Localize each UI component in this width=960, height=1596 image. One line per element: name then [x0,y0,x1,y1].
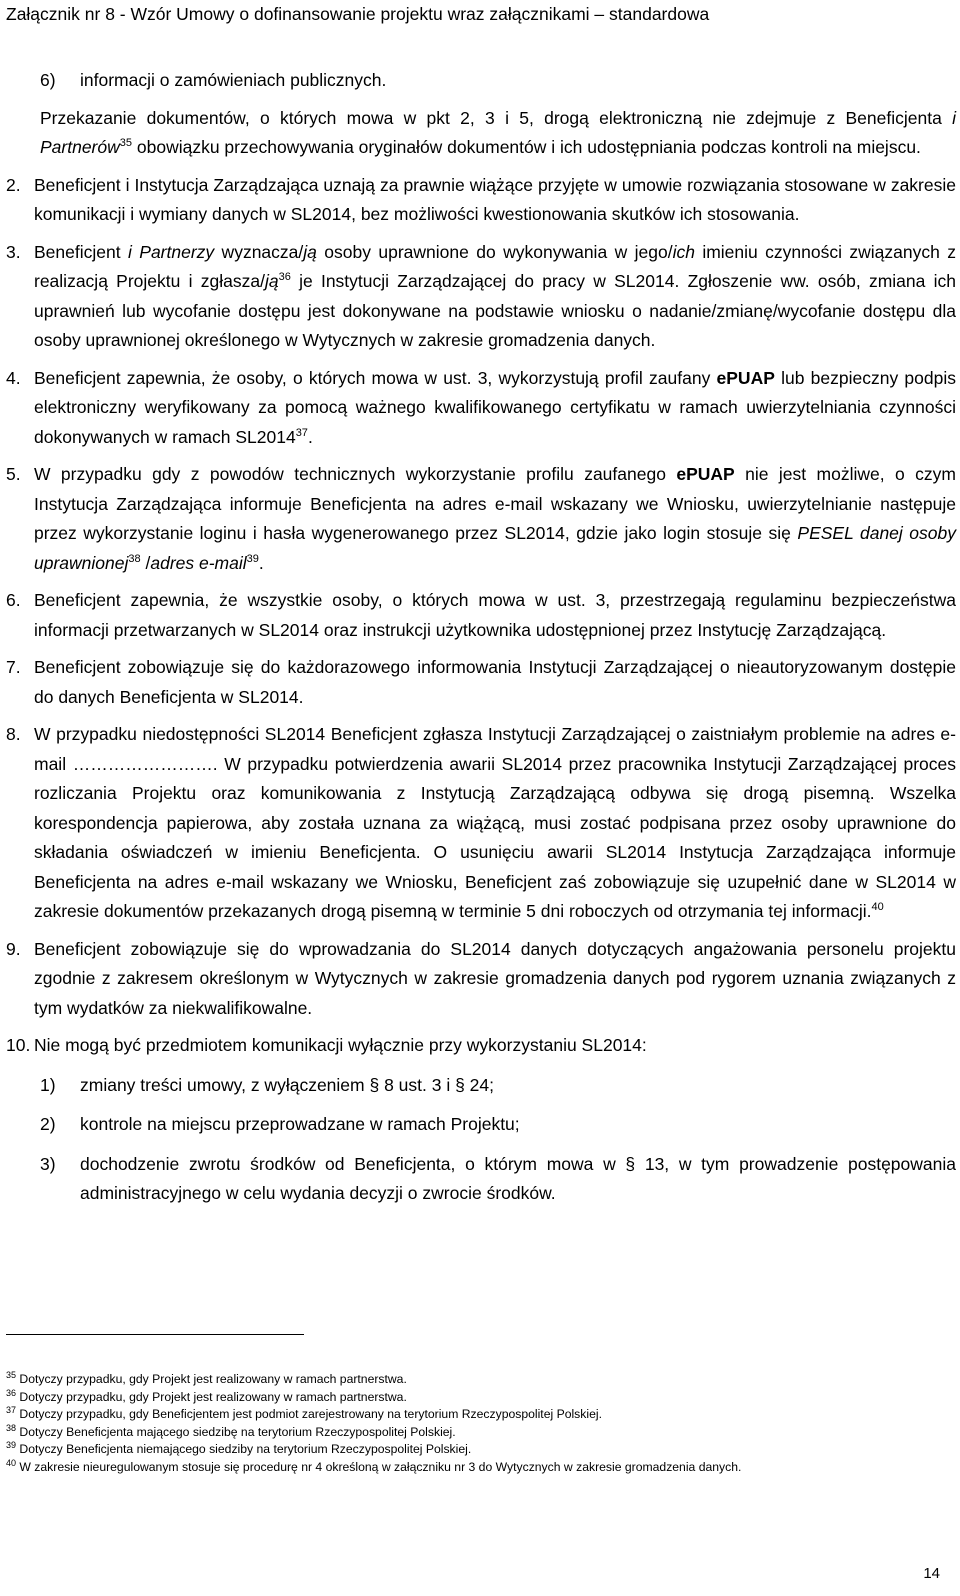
footnote [6,1459,956,1477]
document-header: Załącznik nr 8 - Wzór Umowy o dofinansowanie projektu wraz załącznikami – standardowa [6,4,710,24]
item-number: 5. [6,464,21,484]
sub-item-text: dochodzenie zwrotu środków od Beneficjenta, o którym mowa w § 13, w tym prowadzenie postępowania administracyjnego w celu wydania decyzji o zwrocie środków. [80,1153,956,1203]
footnote-ref[interactable]: 36 [278,271,291,284]
footnote-number: 35 [6,1369,17,1380]
text-run: . [258,552,264,573]
footnote-text: W zakresie nieuregulowanym stosuje się procedurę nr 4 określoną w załączniku nr 3 do Wytycznych w zakresie gromadzenia danych. [16,1459,742,1474]
sub-list-item [6,1110,956,1140]
page-number: 14 [923,1565,940,1582]
footnote-ref[interactable]: 35 [119,137,133,150]
item-number: 9. [6,938,21,959]
footnote-ref[interactable]: 37 [295,426,308,439]
item-number: 7. [6,657,21,677]
sub-item-number: 3) [40,1153,56,1174]
text-run: W przypadku gdy z powodów technicznych wykorzystanie profilu zaufanego [34,464,677,484]
italic-run: i Partnerów [40,107,956,157]
text-run: obowiązku przechowywania oryginałów dokumentów i ich udostępniania podczas kontroli na miejscu. [132,137,921,157]
text-run: imieniu czynności związanych z realizacją Projektu i zgłasza/ [34,241,956,291]
item-text: Beneficjent zobowiązuje się do każdorazowego informowania Instytucji Zarządzającej o nieautoryzowanym dostępie do danych Beneficjenta w SL2014. [34,657,956,707]
sub-item-number: 1) [40,1074,56,1095]
sub-list-item [6,1150,956,1209]
list-item-9 [6,935,956,1024]
footnote-number: 39 [6,1440,17,1451]
italic-run: ją [303,241,317,262]
item-number: 6) [40,70,56,90]
list-item-6 [6,586,956,645]
item-text: W przypadku niedostępności SL2014 Beneficjent zgłasza Instytucji Zarządzającej o zaistniałym problemie na adres e-mail ……………………. W przypadku potwierdzenia awarii SL2014 przez pracownika Instytucji Zarządzającej proces rozliczania Projektu oraz komunikowania z Instytucją Zarządzającą odbywa się drogą pisemną. Wszelka korespondencja papierowa, aby została uznana za wiążącą, musi zostać podpisana przez osoby uprawnione do składania oświadczeń w imieniu Beneficjenta. O usunięciu awarii SL2014 Instytucja Zarządzająca informuje Beneficjenta na adres e-mail wskazany we Wniosku, Beneficjent zaś zobowiązuje się uzupełnić dane w SL2014 w zakresie dokumentów przekazanych drogą pisemną w terminie 5 dni roboczych od otrzymania tej informacji. [34,724,956,921]
item-text: Beneficjent zapewnia, że wszystkie osoby, o których mowa w ust. 3, przestrzegają regulaminu bezpieczeństwa informacji przetwarzanych w SL2014 oraz instrukcji użytkownika udostępnionej przez Instytucję Zarządzającą. [34,590,956,640]
footnotes [6,1371,956,1477]
text-run: Beneficjent zapewnia, że osoby, o których mowa w ust. 3, wykorzystują profil zaufany [34,367,717,388]
list-item-3 [6,238,956,356]
text-run: / [140,552,151,573]
footnote-number: 40 [6,1457,17,1468]
footnote-number: 36 [6,1387,17,1398]
footnote-number: 38 [6,1422,17,1433]
list-item [6,66,956,96]
bold-run: ePUAP [676,464,735,484]
footnote-ref[interactable]: 38 [128,552,141,565]
footnote-text: Dotyczy Beneficjenta niemającego siedziby na terytorium Rzeczypospolitej Polskiej. [16,1442,472,1457]
italic-run: PESEL danej osoby uprawnionej [34,523,956,573]
sub-list-item [6,1071,956,1101]
list-item-4 [6,364,956,453]
text-run: je Instytucji Zarządzającej do pracy w SL2014. Zgłoszenie ww. osób, zmiana ich uprawnień lub wycofanie dostępu jest dokonywane na podstawie wniosku o nadanie/zmianę/wycofanie dostępu dla osoby uprawnionej określonego w Wytycznych w zakresie gromadzenia danych. [34,271,956,350]
footnote-text: Dotyczy przypadku, gdy Projekt jest realizowany w ramach partnerstwa. [16,1389,407,1404]
sub-item-text: zmiany treści umowy, z wyłączeniem § 8 ust. 3 i § 24; [80,1074,494,1095]
footnote [6,1406,956,1424]
item-number: 8. [6,724,21,744]
footnote-ref[interactable]: 39 [246,552,259,565]
footnote [6,1424,956,1442]
footnote-ref[interactable]: 40 [871,901,884,914]
item-number: 3. [6,241,21,262]
italic-run: ją [264,271,279,291]
list-item-2 [6,171,956,230]
footnote-text: Dotyczy przypadku, gdy Projekt jest realizowany w ramach partnerstwa. [16,1372,407,1386]
list-item-5 [6,460,956,578]
text-run: lub bezpieczny podpis elektroniczny weryfikowany za pomocą ważnego kwalifikowanego certyfikatu w ramach uwierzytelniania czynności dokonywanych w ramach SL2014 [34,367,956,447]
footnote-separator [6,1334,304,1335]
text-run: osoby uprawnione do wykonywania w jego/ [316,241,673,262]
sub-item-text: kontrole na miejscu przeprowadzane w ramach Projektu; [80,1114,520,1134]
item-text: informacji o zamówieniach publicznych. [80,70,387,90]
item-number: 10. [6,1035,31,1055]
footnote [6,1389,956,1407]
footnote [6,1441,956,1459]
sub-item-number: 2) [40,1114,56,1134]
paragraph [6,104,956,163]
text-run: nie jest możliwe, o czym Instytucja Zarządzająca informuje Beneficjenta na adres e-mail wskazany we Wniosku, uwierzytelnianie następuje przez wykorzystanie loginu i hasła wygenerowanego przez SL2014, gdzie jako login stosuje się [34,464,957,543]
footnote-text: Dotyczy przypadku, gdy Beneficjentem jest podmiot zarejestrowany na terytorium Rzeczypospolitej Polskiej. [16,1407,602,1422]
document-body [6,66,956,1209]
text-run: wyznacza/ [214,241,304,262]
list-item-10 [6,1031,956,1061]
list-item-7 [6,653,956,712]
italic-run: ich [672,241,695,262]
footnote [6,1371,956,1389]
text-run: Przekazanie dokumentów, o których mowa w pkt 2, 3 i 5, drogą elektroniczną nie zdejmuje z Beneficjenta [40,107,953,128]
bold-run: ePUAP [716,367,775,388]
italic-run: i Partnerzy [127,241,215,262]
item-text: Nie mogą być przedmiotem komunikacji wyłącznie przy wykorzystaniu SL2014: [34,1035,647,1055]
text-run: Beneficjent [34,241,128,262]
item-text: Beneficjent zobowiązuje się do wprowadzania do SL2014 danych dotyczących angażowania personelu projektu zgodnie z zakresem określonym w Wytycznych w zakresie gromadzenia danych pod rygorem uznania związanych z tym wydatków za niekwalifikowalne. [34,938,956,1018]
text-run: . [307,426,313,447]
item-number: 2. [6,174,21,195]
item-text: Beneficjent i Instytucja Zarządzająca uznają za prawnie wiążące przyjęte w umowie rozwiązania stosowane w zakresie komunikacji i wymiany danych w SL2014, bez możliwości kwestionowania skutków ich stosowania. [34,174,956,224]
footnote-number: 37 [6,1405,17,1416]
item-number: 4. [6,367,21,388]
footnote-text: Dotyczy Beneficjenta mającego siedzibę na terytorium Rzeczypospolitej Polskiej. [16,1424,456,1439]
item-number: 6. [6,590,21,610]
list-item-8 [6,720,956,927]
italic-run: adres e-mail [150,552,247,573]
